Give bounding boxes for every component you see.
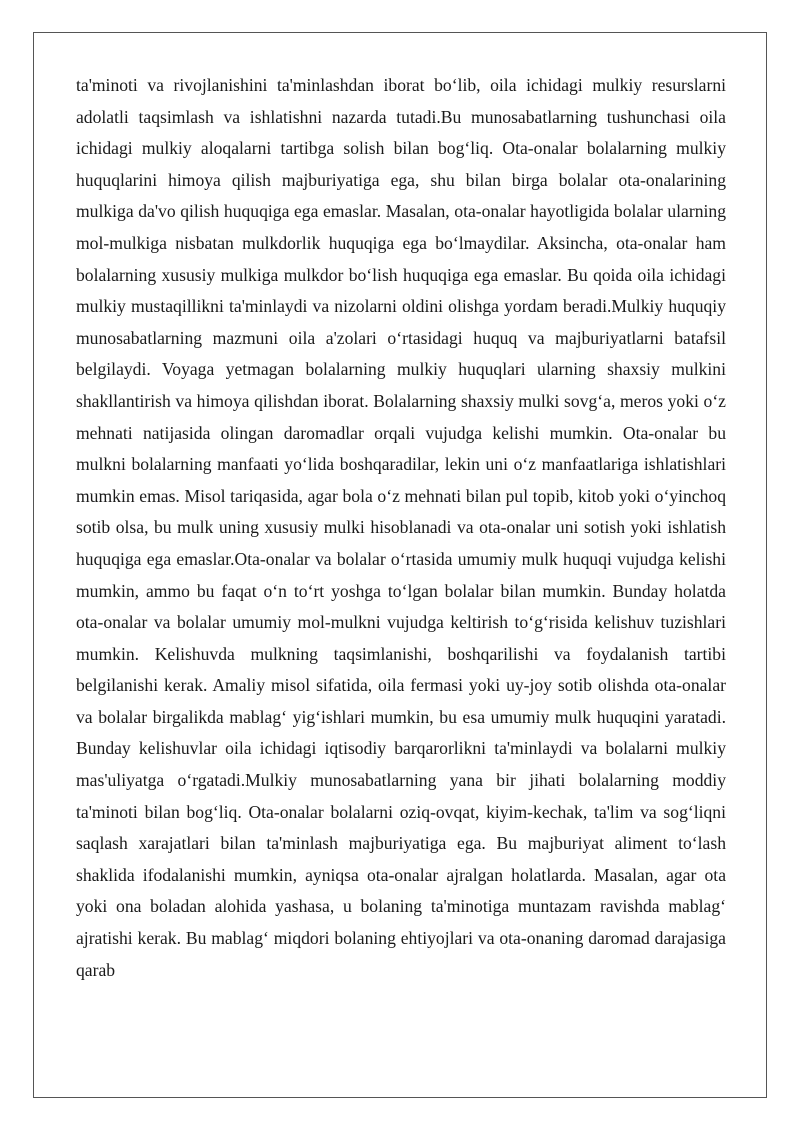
body-paragraph: ta'minoti va rivojlanishini ta'minlashdan iborat bo‘lib, oila ichidagi mulkiy resurslarni adolatli taqsimlash va ishlatishni nazarda tutadi.Bu munosabatlarning tushunchasi oila ichidagi mulkiy aloqalarni tartibga solish bilan bog‘liq. Ota-onalar bolalarning mulkiy huquqlarini himoya qilish majburiyatiga ega, shu bilan birga bolalar ota-onalarining mulkiga da'vo qilish huquqiga ega emaslar. Masalan, ota-onalar hayotligida bolalar ularning mol-mulkiga nisbatan mulkdorlik huquqiga ega bo‘lmaydilar. Aksincha, ota-onalar ham bolalarning xususiy mulkiga mulkdor bo‘lish huquqiga ega emaslar. Bu qoida oila ichidagi mulkiy mustaqillikni ta'minlaydi va nizolarni oldini olishga yordam beradi.Mulkiy huquqiy munosabatlarning mazmuni oila a'zolari o‘rtasidagi huquq va majburiyatlarni batafsil belgilaydi. Voyaga yetmagan bolalarning mulkiy huquqlari ularning shaxsiy mulkini shakllantirish va himoya qilishdan iborat. Bolalarning shaxsiy mulki sovg‘a, meros yoki o‘z mehnati natijasida olingan daromadlar orqali vujudga kelishi mumkin. Ota-onalar bu mulkni bolalarning manfaati yo‘lida boshqaradilar, lekin uni o‘z manfaatlariga ishlatishlari mumkin emas. Misol tariqasida, agar bola o‘z mehnati bilan pul topib, kitob yoki o‘yinchoq sotib olsa, bu mulk uning xususiy mulki hisoblanadi va ota-onalar uni sotish yoki ishlatish huquqiga ega emaslar.Ota-onalar va bolalar o‘rtasida umumiy mulk huquqi vujudga kelishi mumkin, ammo bu faqat o‘n to‘rt yoshga to‘lgan bolalar bilan mumkin. Bunday holatda ota-onalar va bolalar umumiy mol-mulkni vujudga keltirish to‘g‘risida kelishuv tuzishlari mumkin. Kelishuvda mulkning taqsimlanishi, boshqarilishi va foydalanish tartibi belgilanishi kerak. Amaliy misol sifatida, oila fermasi yoki uy-joy sotib olishda ota-onalar va bolalar birgalikda mablag‘ yig‘ishlari mumkin, bu esa umumiy mulk huquqini yaratadi. Bunday kelishuvlar oila ichidagi iqtisodiy barqarorlikni ta'minlaydi va bolalarni mulkiy mas'uliyatga o‘rgatadi.Mulkiy munosabatlarning yana bir jihati bolalarning moddiy ta'minoti bilan bog‘liq. Ota-onalar bolalarni oziq-ovqat, kiyim-kechak, ta'lim va sog‘liqni saqlash xarajatlari bilan ta'minlash majburiyatiga ega. Bu majburiyat aliment to‘lash shaklida ifodalanishi mumkin, ayniqsa ota-onalar ajralgan holatlarda. Masalan, agar ota yoki ona boladan alohida yashasa, u bolaning ta'minotiga muntazam ravishda mablag‘ ajratishi kerak. Bu mablag‘ miqdori bolaning ehtiyojlari va ota-onaning daromad darajasiga qarab <box>76 75 726 980</box>
